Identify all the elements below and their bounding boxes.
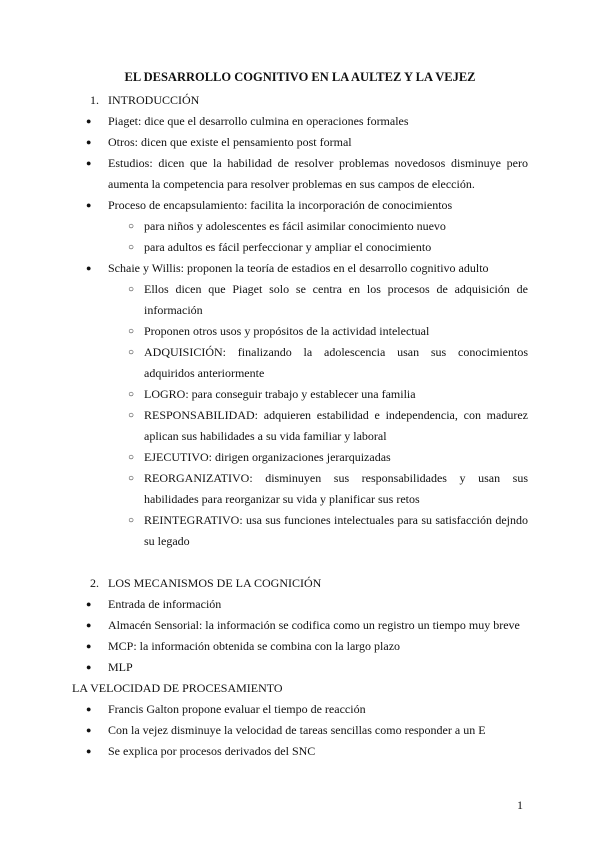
sub-list-item: ○ REORGANIZATIVO: disminuyen sus responsabilidades y usan sus habilidades para reorganizar su vida y planificar sus retos: [72, 468, 528, 510]
list-item: ● Almacén Sensorial: la información se codifica como un registro un tiempo muy breve: [72, 615, 528, 636]
section-heading-velocidad: [72, 678, 528, 699]
circle-bullet-icon: ○: [128, 221, 135, 232]
section-heading-text: LA VELOCIDAD DE PROCESAMIENTO: [72, 681, 283, 695]
circle-bullet-icon: ○: [128, 515, 135, 526]
list-item: ● Piaget: dice que el desarrollo culmina en operaciones formales: [72, 111, 528, 132]
sub-list-item: ○ para adultos es fácil perfeccionar y ampliar el conocimiento: [72, 237, 528, 258]
section-heading-text: INTRODUCCIÓN: [108, 93, 200, 107]
bullet-icon: ●: [86, 137, 92, 147]
bullet-icon: ●: [86, 620, 92, 630]
bullet-icon: ●: [86, 200, 92, 210]
bullet-icon: ●: [86, 746, 92, 756]
section-heading-text: LOS MECANISMOS DE LA COGNICIÓN: [108, 576, 322, 590]
sub-list-item: ○ Ellos dicen que Piaget solo se centra en los procesos de adquisición de información: [72, 279, 528, 321]
list-item: ● MCP: la información obtenida se combina con la largo plazo: [72, 636, 528, 657]
bullet-icon: ●: [86, 662, 92, 672]
list-item: ● Con la vejez disminuye la velocidad de tareas sencillas como responder a un E: [72, 720, 528, 741]
section-heading-introduccion: [72, 90, 528, 111]
sub-list-item: ○ LOGRO: para conseguir trabajo y establecer una familia: [72, 384, 528, 405]
spacer: [72, 552, 528, 573]
sub-list-item: ○ para niños y adolescentes es fácil asimilar conocimiento nuevo: [72, 216, 528, 237]
circle-bullet-icon: ○: [128, 284, 135, 295]
bullet-icon: ●: [86, 263, 92, 273]
section-number: 2.: [90, 576, 99, 590]
list-item: ● MLP: [72, 657, 528, 678]
sub-list-item: ○ ADQUISICIÓN: finalizando la adolescencia usan sus conocimientos adquiridos anteriormente: [72, 342, 528, 384]
list-item: ● Proceso de encapsulamiento: facilita la incorporación de conocimientos: [72, 195, 528, 216]
bullet-icon: ●: [86, 116, 92, 126]
circle-bullet-icon: ○: [128, 410, 135, 421]
section-heading-mecanismos: [72, 573, 528, 594]
page-number: 1: [517, 798, 523, 812]
document-body: [72, 90, 528, 762]
sub-list-item: ○ RESPONSABILIDAD: adquieren estabilidad e independencia, con madurez aplican sus habilidades a su vida familiar y laboral: [72, 405, 528, 447]
list-item: ● Entrada de información: [72, 594, 528, 615]
sub-list-item: ○ Proponen otros usos y propósitos de la actividad intelectual: [72, 321, 528, 342]
list-item: ● Otros: dicen que existe el pensamiento post formal: [72, 132, 528, 153]
sub-list-item: ○ EJECUTIVO: dirigen organizaciones jerarquizadas: [72, 447, 528, 468]
section-number: 1.: [90, 93, 99, 107]
bullet-icon: ●: [86, 704, 92, 714]
document-title: EL DESARROLLO COGNITIVO EN LA AULTEZ Y LA VEJEZ: [124, 70, 476, 84]
bullet-icon: ●: [86, 725, 92, 735]
list-item: ● Francis Galton propone evaluar el tiempo de reacción: [72, 699, 528, 720]
bullet-icon: ●: [86, 158, 92, 168]
circle-bullet-icon: ○: [128, 452, 135, 463]
bullet-icon: ●: [86, 641, 92, 651]
bullet-icon: ●: [86, 599, 92, 609]
list-item: ● Schaie y Willis: proponen la teoría de estadios en el desarrollo cognitivo adulto: [72, 258, 528, 279]
list-item: ● Se explica por procesos derivados del SNC: [72, 741, 528, 762]
circle-bullet-icon: ○: [128, 473, 135, 484]
sub-list-item: ○ REINTEGRATIVO: usa sus funciones intelectuales para su satisfacción dejndo su legado: [72, 510, 528, 552]
circle-bullet-icon: ○: [128, 347, 135, 358]
circle-bullet-icon: ○: [128, 389, 135, 400]
list-item: ● Estudios: dicen que la habilidad de resolver problemas novedosos disminuye pero aumenta la competencia para resolver problemas en sus campos de elección.: [72, 153, 528, 195]
circle-bullet-icon: ○: [128, 326, 135, 337]
circle-bullet-icon: ○: [128, 242, 135, 253]
